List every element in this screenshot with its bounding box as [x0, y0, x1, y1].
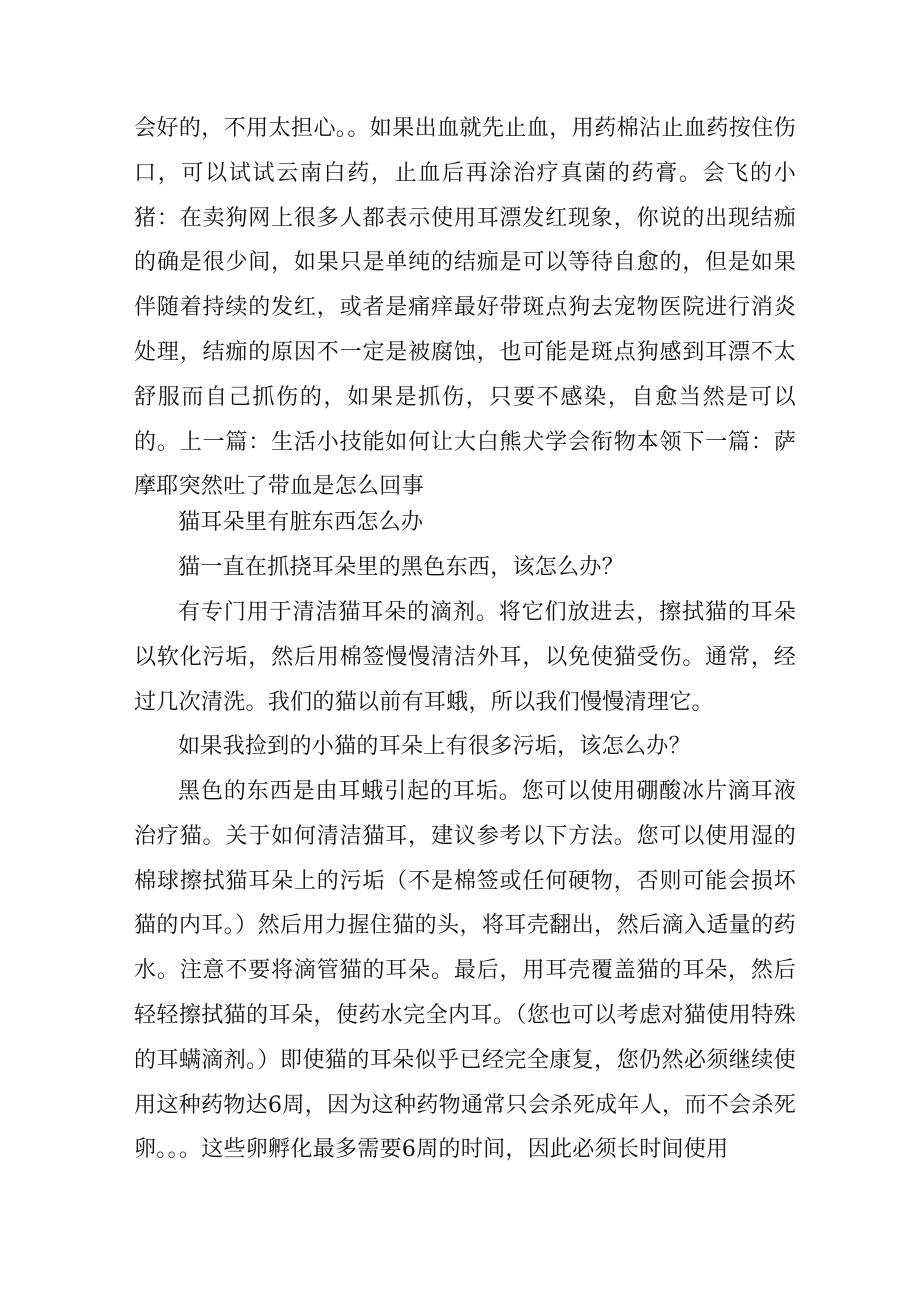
answer-paragraph: 黑色的东西是由耳蛾引起的耳垢。您可以使用硼酸冰片滴耳液治疗猫。关于如何清洁猫耳，建议参考以下方法。您可以使用湿的棉球擦拭猫耳朵上的污垢（不是棉签或任何硬物，否则可能会损坏猫的内耳。）然后用力握住猫的头，将耳壳翻出，然后滴入适量的药水。注意不要将滴管猫的耳朵。最后，用耳壳覆盖猫的耳朵，然后轻轻擦拭猫的耳朵，使药水完全内耳。（您也可以考虑对猫使用特殊的耳螨滴剂。）即使猫的耳朵似乎已经完全康复，您仍然必须继续使用这种药物达6周，因为这种药物通常只会杀死成年人，而不会杀死卵。。。这些卵孵化最多需要6周的时间，因此必须长时间使用 — [134, 779, 796, 1163]
section-heading: 猫耳朵里有脏东西怎么办 — [178, 510, 424, 535]
answer-paragraph: 有专门用于清洁猫耳朵的滴剂。将它们放进去，擦拭猫的耳朵以软化污垢，然后用棉签慢慢清洁外耳，以免使猫受伤。通常，经过几次清洗。我们的猫以前有耳蛾，所以我们慢慢清理它。 — [134, 600, 796, 715]
question-paragraph: 如果我捡到的小猫的耳朵上有很多污垢，该怎么办？ — [178, 734, 691, 759]
question-paragraph: 猫一直在抓挠耳朵里的黑色东西，该怎么办？ — [178, 555, 625, 580]
body-paragraph-continued: 会好的，不用太担心。。如果出血就先止血，用药棉沾止血药按住伤口，可以试试云南白药，止血后再涂治疗真菌的药膏。会飞的小猪：在卖狗网上很多人都表示使用耳漂发红现象，你说的出现结痂的确是很少间，如果只是单纯的结痂是可以等待自愈的，但是如果伴随着持续的发红，或者是痛痒最好带斑点狗去宠物医院进行消炎处理，结痂的原因不一定是被腐蚀，也可能是斑点狗感到耳漂不太舒服而自己抓伤的，如果是抓伤，只要不感染，自愈当然是可以的。上一篇：生活小技能如何让大白熊犬学会衔物本领下一篇：萨摩耶突然吐了带血是怎么回事 — [134, 116, 796, 500]
